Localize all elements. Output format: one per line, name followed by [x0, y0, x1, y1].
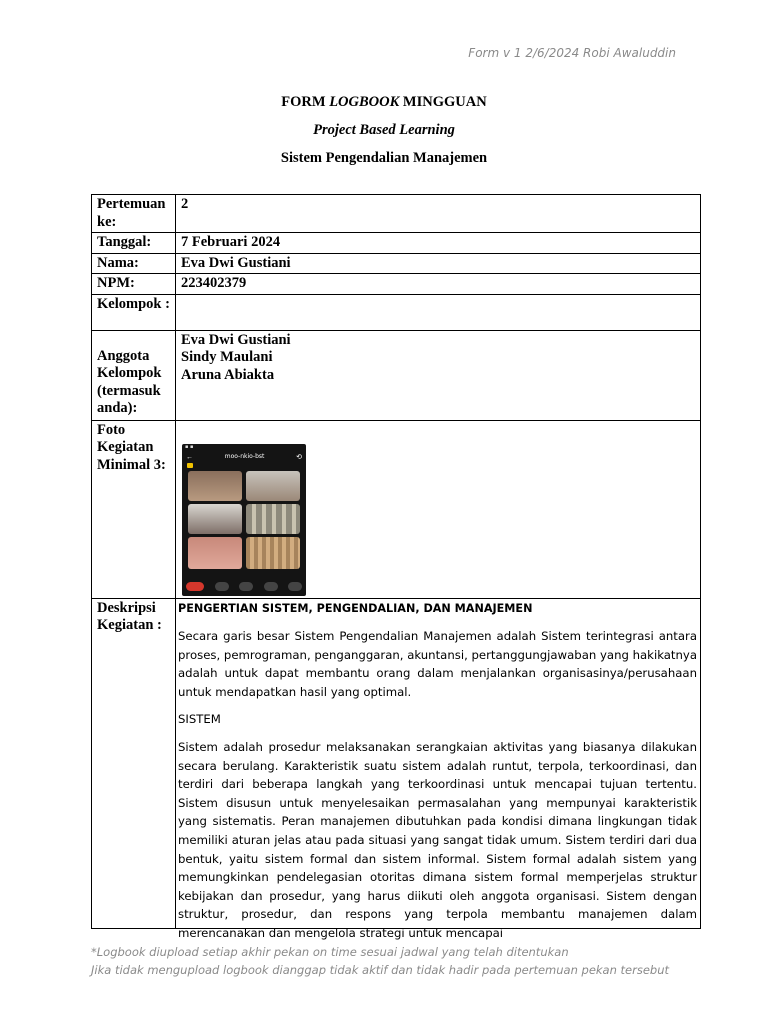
row-meeting	[92, 195, 701, 233]
row-group	[92, 294, 701, 330]
row-members	[92, 330, 701, 420]
footer-line-1: *Logbook diupload setiap akhir pekan on time sesuai jadwal yang telah ditentukan	[91, 945, 569, 959]
description-content	[176, 599, 700, 940]
end-call-icon	[186, 582, 204, 591]
group-value	[176, 294, 701, 330]
call-controls	[186, 581, 302, 593]
meeting-value: 2	[176, 195, 701, 233]
row-date	[92, 233, 701, 254]
description-paragraph-1: Secara garis besar Sistem Pengendalian Manajemen adalah Sistem terintegrasi antara proses, pemrograman, penganggaran, akuntansi, pertanggungjawaban yang hakikatnya adalah untuk dapat membantu orang dalam menjalankan organisasinya/perusahaan untuk mendapatkan hasil yang optimal.	[178, 629, 697, 699]
date-value: 7 Februari 2024	[176, 233, 701, 254]
description-cell	[176, 598, 701, 940]
participant-tile-3	[188, 504, 242, 534]
members-label: Anggota Kelompok (termasuk anda):	[92, 330, 176, 420]
form-title: FORM LOGBOOK MINGGUAN	[281, 94, 487, 110]
description-heading: PENGERTIAN SISTEM, PENGENDALIAN, DAN MANAJEMEN	[178, 601, 533, 615]
participant-tile-6	[246, 537, 300, 569]
participant-tile-5	[188, 537, 242, 569]
name-label: Nama:	[92, 253, 176, 274]
meeting-code: moo-nkio-bst	[224, 453, 265, 460]
member-1: Eva Dwi Gustiani	[181, 331, 291, 348]
description-subheading: SISTEM	[178, 712, 221, 727]
members-value	[176, 330, 701, 420]
camera-icon	[215, 582, 229, 591]
group-label: Kelompok :	[92, 294, 176, 330]
date-label: Tanggal:	[92, 233, 176, 254]
name-value: Eva Dwi Gustiani	[176, 253, 701, 274]
phone-status-bar: ▪ ▪	[185, 443, 194, 450]
meeting-label: Pertemuan ke:	[92, 195, 176, 233]
row-npm	[92, 274, 701, 295]
photo-label: Foto Kegiatan Minimal 3:	[92, 420, 176, 598]
form-version-note: Form v 1 2/6/2024 Robi Awaluddin	[468, 46, 676, 60]
npm-value: 223402379	[176, 274, 701, 295]
description-paragraph-2: Sistem adalah prosedur melaksanakan serangkaian aktivitas yang biasanya dilakukan secara berulang. Karakteristik suatu sistem adalah runtut, terpola, terkoordinasi, dan terdiri dari beberapa langkah yang terkoordinasi untuk mencapai tujuan tertentu. Sistem disusun untuk menyelesaikan permasalahan yang mempunyai karakteristik yang sistematis. Peran manajemen dibutuhkan pada kondisi dimana lingkungan tidak memiliki aturan jelas atau pada situasi yang sangat tidak umum. Sistem terdiri dari dua bentuk, yaitu sistem formal dan sistem informal. Sistem formal adalah sistem yang memungkinkan pendelegasian otoritas dimana sistem formal memperjelas struktur kebijakan dan prosedur, yang harus diikuti oleh anggota organisasi. Sistem dengan struktur, prosedur, dan respons yang terpola membantu manajemen dalam merencanakan dan mengelola strategi untuk mencapai	[178, 740, 697, 940]
description-label: Deskripsi Kegiatan :	[92, 598, 176, 928]
member-2: Sindy Maulani	[181, 349, 273, 365]
form-subtitle: Project Based Learning	[313, 122, 455, 138]
member-3: Aruna Abiakta	[181, 366, 275, 383]
row-name	[92, 253, 701, 274]
participant-tile-1	[188, 471, 242, 501]
footer-note	[91, 943, 669, 979]
meeting-bar	[182, 452, 306, 462]
footer-line-2: Jika tidak mengupload logbook dianggap tidak aktif dan tidak hadir pada pertemuan pekan tersebut	[91, 963, 670, 977]
row-photo	[92, 420, 701, 598]
mic-icon	[239, 582, 253, 591]
hand-icon	[264, 582, 278, 591]
camera-switch-icon: ⟲	[296, 452, 302, 461]
yellow-badge	[187, 463, 193, 468]
course-name: Sistem Pengendalian Manajemen	[280, 150, 488, 166]
row-description	[92, 598, 701, 928]
logbook-table	[91, 194, 701, 940]
title-block	[0, 93, 768, 167]
participant-tile-4	[246, 504, 300, 534]
activity-photo	[182, 444, 306, 596]
photo-cell	[176, 420, 701, 598]
back-arrow-icon: ←	[186, 452, 193, 461]
npm-label: NPM:	[92, 274, 176, 295]
more-icon	[288, 582, 302, 591]
participant-tile-2	[246, 471, 300, 501]
